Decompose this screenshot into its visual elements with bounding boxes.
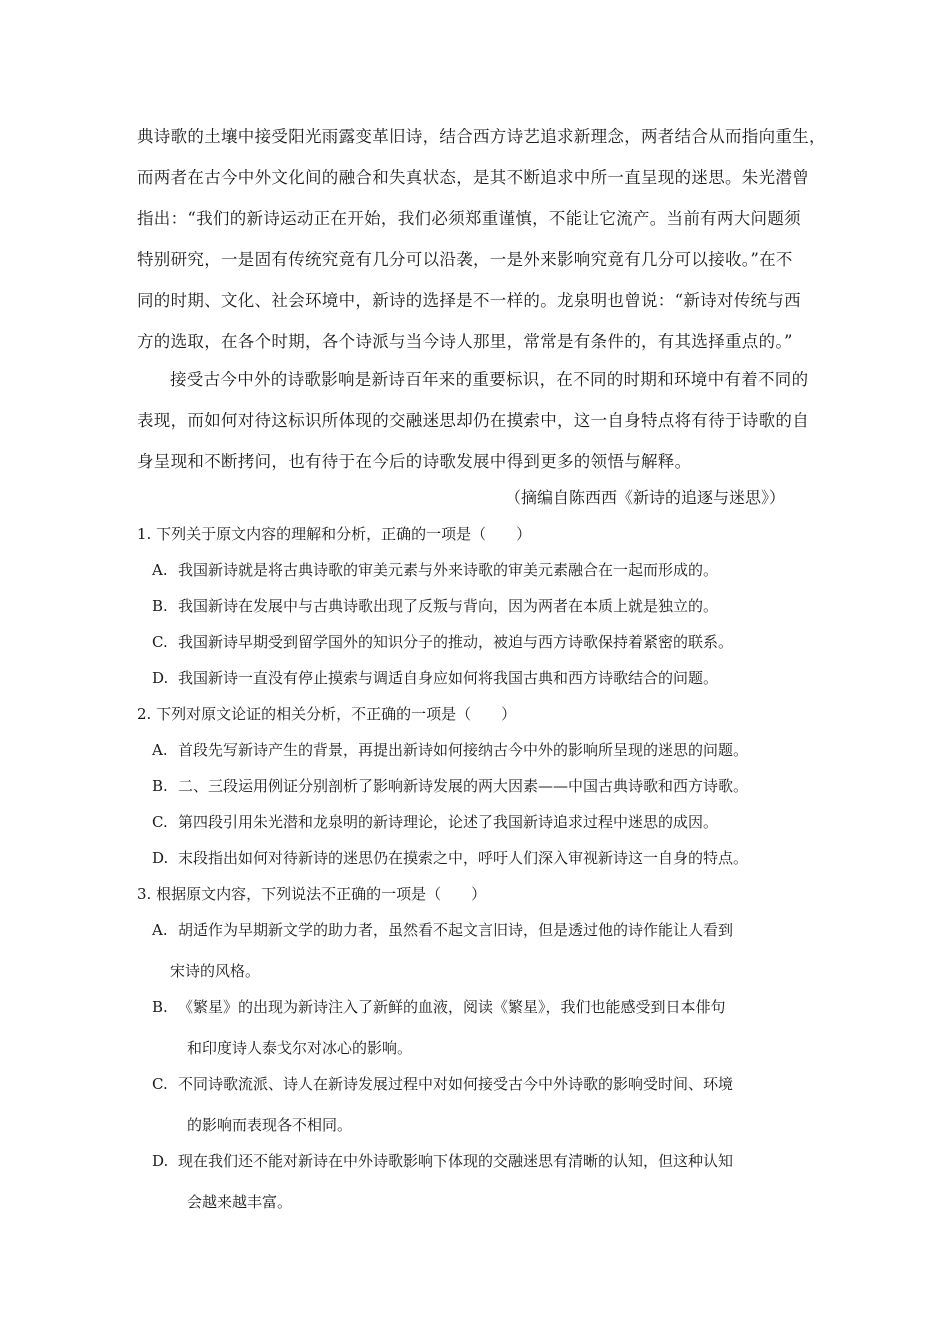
question-stem: 1. 下列关于原文内容的理解和分析，正确的一项是（ ） (137, 525, 532, 543)
option-c-continuation: 的影响而表现各不相同。 (187, 1116, 353, 1134)
option-b-continuation: 和印度诗人泰戈尔对冰心的影响。 (187, 1039, 413, 1057)
option-c (152, 632, 733, 652)
option-letter: B. (152, 998, 168, 1016)
option-letter: D. (152, 669, 169, 687)
option-letter: D. (152, 849, 169, 867)
option-letter: B. (152, 597, 168, 615)
option-b (152, 596, 718, 616)
option-letter: D. (152, 1152, 169, 1170)
option-a (152, 740, 748, 760)
option-b (152, 776, 748, 796)
passage-line: 特别研究，一是固有传统究竟有几分可以沿袭，一是外来影响究竟有几分可以接收。”在不 (137, 250, 793, 269)
option-letter: B. (152, 777, 168, 795)
option-text: 现在我们还不能对新诗在中外诗歌影响下体现的交融迷思有清晰的认知，但这种认知 (178, 1152, 734, 1170)
option-text: 我国新诗就是将古典诗歌的审美元素与外来诗歌的审美元素融合在一起而形成的。 (178, 561, 719, 579)
option-text: 《繁星》的出现为新诗注入了新鲜的血液，阅读《繁星》，我们也能感受到日本俳句 (178, 998, 726, 1016)
option-text: 第四段引用朱光潜和龙泉明的新诗理论，论述了我国新诗追求过程中迷思的成因。 (178, 813, 719, 831)
option-b (152, 997, 726, 1017)
passage-line: 身呈现和不断拷问，也有待于在今后的诗歌发展中得到更多的领悟与解释。 (137, 452, 692, 471)
option-letter: A. (152, 741, 168, 759)
option-text: 我国新诗在发展中与古典诗歌出现了反叛与背向，因为两者在本质上就是独立的。 (178, 597, 719, 615)
option-letter: C. (152, 633, 168, 651)
option-letter: A. (152, 561, 168, 579)
option-a (152, 560, 718, 580)
option-text: 首段先写新诗产生的背景，再提出新诗如何接纳古今中外的影响所呈现的迷思的问题。 (178, 741, 749, 759)
passage-line: 接受古今中外的诗歌影响是新诗百年来的重要标识，在不同的时期和环境中有着不同的 (170, 370, 809, 389)
option-text: 我国新诗一直没有停止摸索与调适自身应如何将我国古典和西方诗歌结合的问题。 (178, 669, 719, 687)
question-stem: 3. 根据原文内容，下列说法不正确的一项是（ ） (137, 885, 487, 903)
option-d (152, 1151, 733, 1171)
option-text: 二、三段运用例证分别剖析了影响新诗发展的两大因素——中国古典诗歌和西方诗歌。 (178, 777, 749, 795)
option-text: 末段指出如何对待新诗的迷思仍在摸索之中，呼吁人们深入审视新诗这一自身的特点。 (178, 849, 749, 867)
option-d (152, 668, 718, 688)
option-a-continuation: 宋诗的风格。 (170, 962, 261, 980)
passage-line: 方的选取，在各个时期，各个诗派与当今诗人那里，常常是有条件的，有其选择重点的。” (137, 332, 793, 351)
option-d-continuation: 会越来越丰富。 (187, 1193, 293, 1211)
passage-line: 而两者在古今中外文化间的融合和失真状态，是其不断追求中所一直呈现的迷思。朱光潜曾 (137, 168, 809, 187)
passage-line: 同的时期、文化、社会环境中，新诗的选择是不一样的。龙泉明也曾说：“新诗对传统与西 (137, 291, 801, 310)
option-d (152, 848, 748, 868)
option-text: 胡适作为早期新文学的助力者，虽然看不起文言旧诗，但是透过他的诗作能让人看到 (178, 921, 734, 939)
option-c (152, 812, 718, 832)
option-text: 我国新诗早期受到留学国外的知识分子的推动，被迫与西方诗歌保持着紧密的联系。 (178, 633, 734, 651)
passage-line: 表现，而如何对待这标识所体现的交融迷思却仍在摸索中，这一自身特点将有待于诗歌的自 (137, 411, 809, 430)
passage-line: 指出：“我们的新诗运动正在开始，我们必须郑重谨慎，不能让它流产。当前有两大问题须 (137, 209, 801, 228)
question-stem: 2. 下列对原文论证的相关分析，不正确的一项是（ ） (137, 705, 517, 723)
option-c (152, 1074, 733, 1094)
option-text: 不同诗歌流派、诗人在新诗发展过程中对如何接受古今中外诗歌的影响受时间、环境 (178, 1075, 734, 1093)
option-a (152, 920, 733, 940)
passage-source: （摘编自陈西西《新诗的追逐与迷思》） (504, 488, 785, 507)
option-letter: A. (152, 921, 168, 939)
option-letter: C. (152, 813, 168, 831)
option-letter: C. (152, 1075, 168, 1093)
passage-line: 典诗歌的土壤中接受阳光雨露变革旧诗，结合西方诗艺追求新理念，两者结合从而指向重生， (137, 127, 826, 146)
